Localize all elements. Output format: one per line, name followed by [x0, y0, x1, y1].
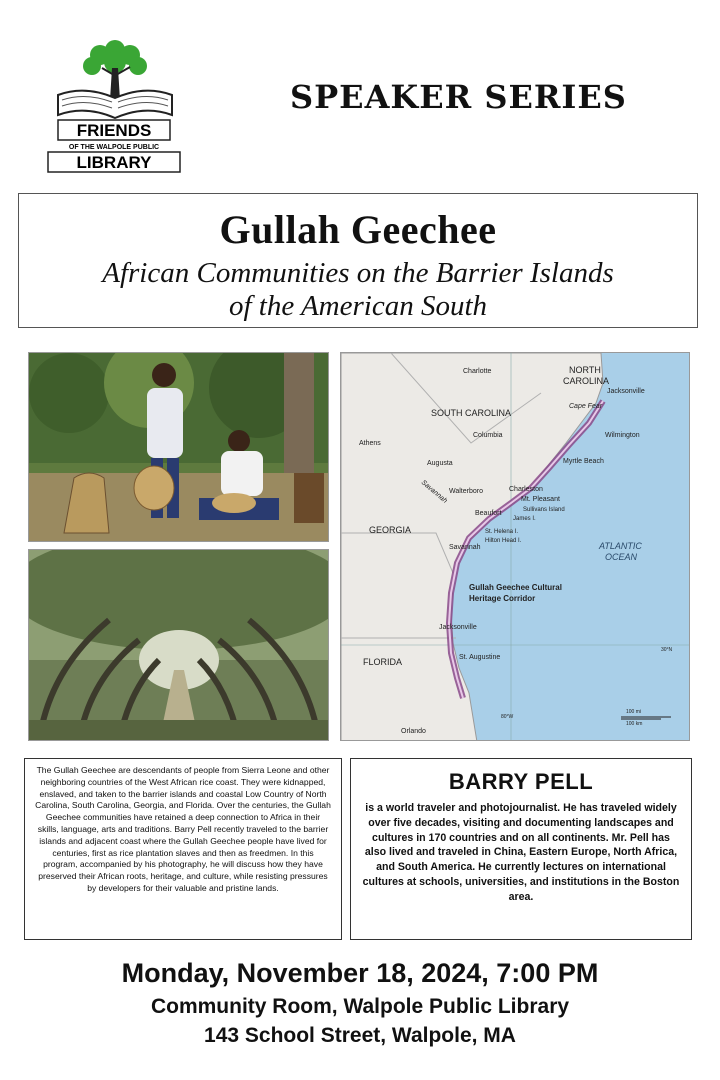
city-mt-pleasant: Mt. Pleasant — [521, 496, 560, 503]
gullah-geechee-corridor-map — [340, 352, 690, 741]
city-columbia: Columbia — [473, 432, 503, 439]
logo-friends-text: FRIENDS — [76, 121, 152, 140]
city-charlotte: Charlotte — [463, 368, 492, 375]
city-james-island: James I. — [513, 516, 536, 522]
label-corridor-1: Gullah Geechee Cultural — [469, 583, 562, 592]
label-savannah-river: Savannah — [419, 479, 449, 505]
label-ga: GEORGIA — [369, 525, 412, 535]
label-sc: SOUTH CAROLINA — [431, 408, 512, 418]
city-myrtle-beach: Myrtle Beach — [563, 458, 604, 465]
event-address: 143 School Street, Walpole, MA — [204, 1024, 516, 1047]
scale-km: 100 km — [626, 721, 643, 727]
label-nc: NORTH — [569, 365, 601, 375]
event-subtitle — [19, 257, 697, 323]
subtitle-line-1: African Communities on the Barrier Islands — [102, 257, 614, 289]
speaker-name: BARRY PELL — [448, 769, 594, 794]
city-athens: Athens — [359, 440, 381, 447]
city-orlando: Orlando — [401, 728, 426, 735]
oak-avenue-photo — [28, 549, 329, 741]
speaker-bio-box — [350, 758, 692, 940]
city-st-augustine: St. Augustine — [459, 654, 501, 661]
label-cape-fear: Cape Fear — [569, 403, 603, 410]
event-date: Monday, November 18, 2024, 7:00 PM — [121, 958, 599, 988]
basket-makers-photo — [28, 352, 329, 542]
friends-library-logo — [40, 40, 190, 175]
title-box — [18, 193, 698, 328]
subtitle-line-2: of the American South — [228, 290, 487, 322]
city-jacksonville-nc: Jacksonville — [607, 388, 645, 395]
label-fl: FLORIDA — [363, 657, 403, 667]
label-ocean: OCEAN — [605, 552, 638, 562]
city-st-helena: St. Helena I. — [485, 529, 519, 535]
event-venue: Community Room, Walpole Public Library — [150, 995, 570, 1018]
speaker-series-heading: SPEAKER SERIES — [290, 78, 627, 116]
city-augusta: Augusta — [427, 460, 453, 467]
logo-library-text: LIBRARY — [76, 153, 152, 172]
description-box — [24, 758, 342, 940]
tree-book-logo-icon — [40, 40, 190, 175]
event-title: Gullah Geechee — [219, 207, 497, 252]
logo-walpole-text: OF THE WALPOLE PUBLIC — [68, 144, 160, 151]
label-nc-2: CAROLINA — [563, 376, 610, 386]
scale-mi: 100 mi — [626, 709, 642, 715]
city-sullivans-island: Sullivans Island — [523, 507, 565, 513]
label-atlantic: ATLANTIC — [599, 541, 642, 551]
speaker-bio-text: is a world traveler and photojournalist. He has traveled widely over five decades, visiting and documenting landscapes and cultures in 170 countries and on all continents. Mr. Pell has also lived and traveled in China, Eastern Europe, North Africa, and South America. He currently lectures on international cultures at schools, universities, and institutions in the Boston area. — [362, 802, 680, 903]
city-hilton-head: Hilton Head I. — [485, 538, 522, 544]
city-wilmington: Wilmington — [605, 432, 640, 439]
description-text: The Gullah Geechee are descendants of people from Sierra Leone and other neighboring countries of the West African rice coast. They were kidnapped, enslaved, and taken to the barrier islands and coastal Low Country of North Carolina, South Carolina, Georgia, and Florida. Over the centuries, the Gullah Geechee communities have retained a deep connection to Africa in their skills, language, arts and traditions. Barry Pell recently traveled to the barrier islands and adjacent coast where the Gullah Geechee people have lived for centuries, first as rice plantation slaves and then as freedmen. In this program, accompanied by his photography, he will discuss how they have preserved their African roots, heritage, and culture, while resisting pressures by developers for their valuable and pristine lands. — [35, 765, 331, 893]
city-savannah: Savannah — [449, 544, 481, 551]
city-jacksonville-fl: Jacksonville — [439, 624, 477, 631]
city-beaufort: Beaufort — [475, 510, 502, 517]
label-30n: 30°N — [661, 647, 673, 653]
city-charleston: Charleston — [509, 486, 543, 493]
label-80w: 80°W — [501, 714, 514, 720]
label-corridor-2: Heritage Corridor — [469, 594, 536, 603]
city-walterboro: Walterboro — [449, 488, 483, 495]
